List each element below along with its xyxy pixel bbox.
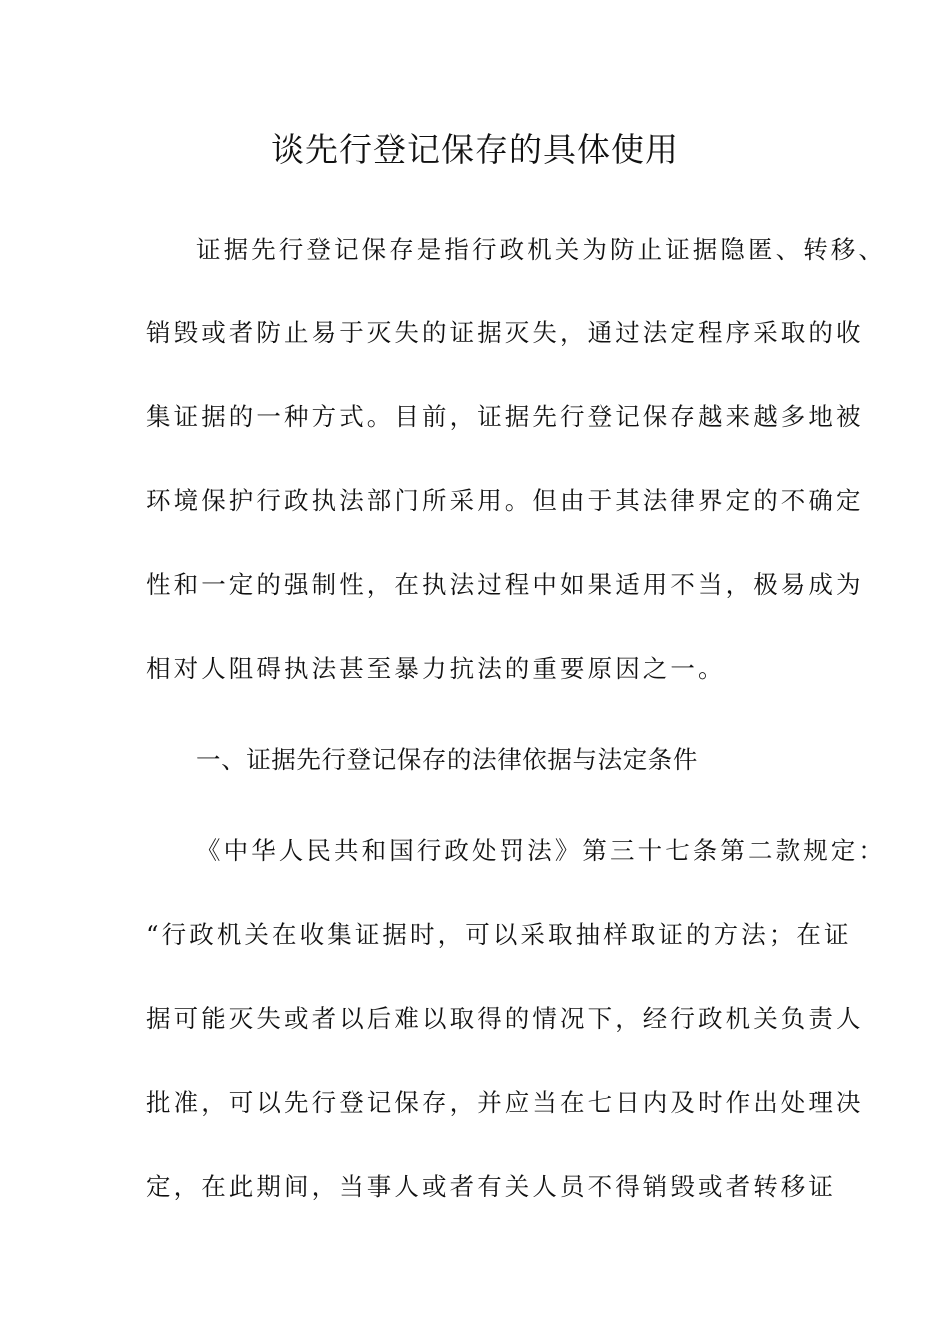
paragraph1-line-3: 集证据的一种方式。目前，证据先行登记保存越来越多地被 <box>146 402 864 431</box>
document-title: 谈先行登记保存的具体使用 <box>271 130 679 169</box>
paragraph2-line-2: “行政机关在收集证据时，可以采取抽样取证的方法；在证 <box>146 920 852 949</box>
paragraph1-line-4: 环境保护行政执法部门所采用。但由于其法律界定的不确定 <box>146 486 864 515</box>
paragraph2-line-5: 定，在此期间，当事人或者有关人员不得销毁或者转移证 <box>146 1172 836 1201</box>
section-heading: 一、证据先行登记保存的法律依据与法定条件 <box>196 745 698 774</box>
paragraph2-line-1: 《中华人民共和国行政处罚法》第三十七条第二款规定： <box>196 836 886 865</box>
paragraph1-line-5: 性和一定的强制性，在执法过程中如果适用不当，极易成为 <box>146 570 864 599</box>
paragraph2-line-3: 据可能灭失或者以后难以取得的情况下，经行政机关负责人 <box>146 1004 864 1033</box>
paragraph2-line-4: 批准，可以先行登记保存，并应当在七日内及时作出处理决 <box>146 1088 864 1117</box>
paragraph1-line-1: 证据先行登记保存是指行政机关为防止证据隐匿、转移、 <box>196 235 886 264</box>
paragraph1-line-2: 销毁或者防止易于灭失的证据灭失，通过法定程序采取的收 <box>146 318 864 347</box>
paragraph1-line-6: 相对人阻碍执法甚至暴力抗法的重要原因之一。 <box>146 654 726 683</box>
